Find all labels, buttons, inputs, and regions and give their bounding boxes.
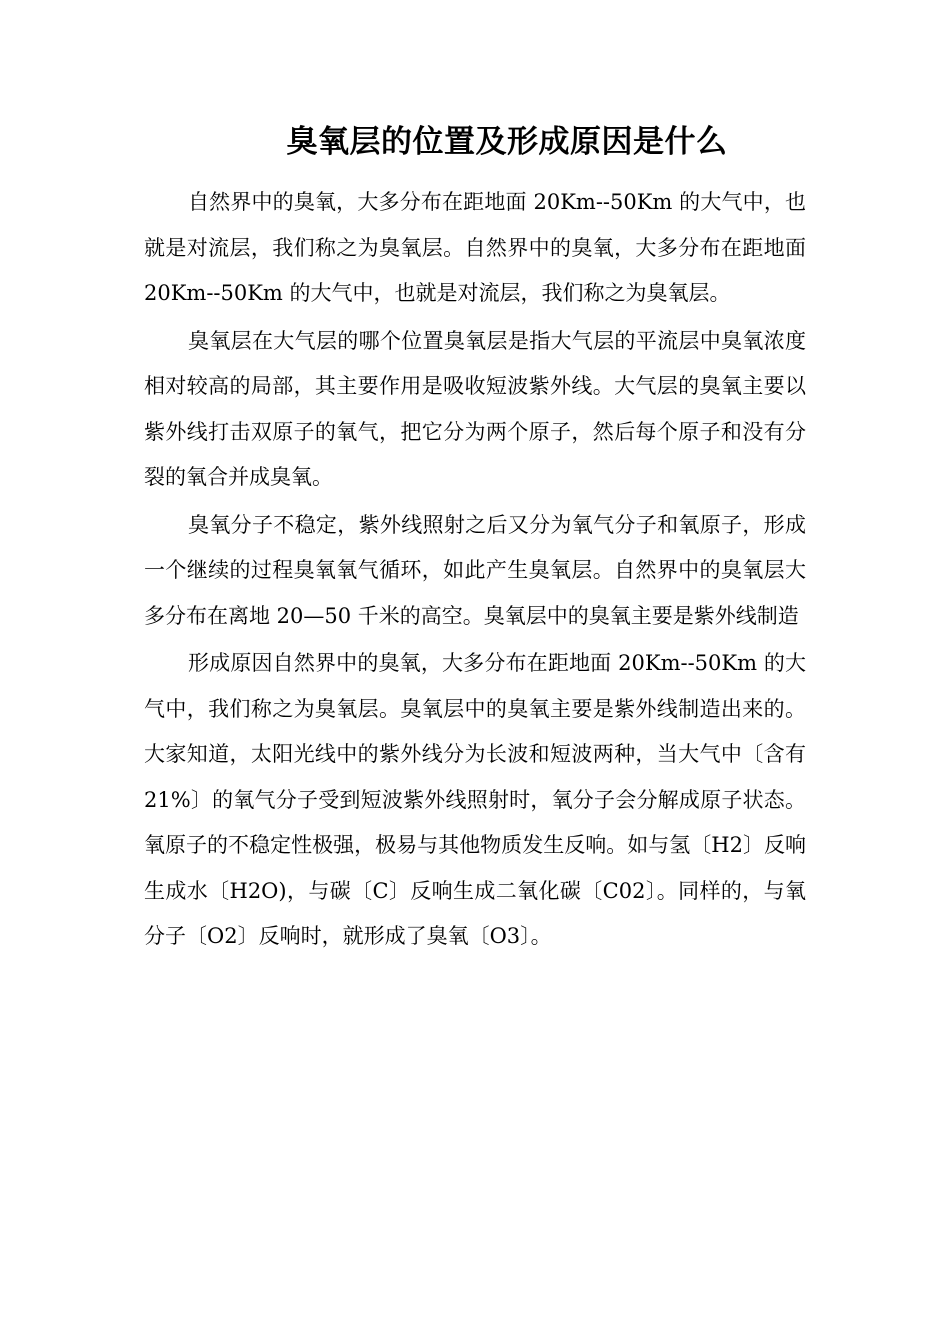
paragraph-3: 臭氧分子不稳定，紫外线照射之后又分为氧气分子和氧原子，形成一个继续的过程臭氧氧气循环，如此产生臭氧层。自然界中的臭氧层大多分布在离地 20—50 千米的高空。臭氧层中的臭氧主要是紫外线制造 bbox=[144, 512, 806, 628]
paragraph-1: 自然界中的臭氧，大多分布在距地面 20Km--50Km 的大气中，也就是对流层，我们称之为臭氧层。自然界中的臭氧，大多分布在距地面 20Km--50Km 的大气中，也就是对流层，我们称之为臭氧层。 bbox=[144, 190, 806, 305]
paragraph-2: 臭氧层在大气层的哪个位置臭氧层是指大气层的平流层中臭氧浓度相对较高的局部，其主要作用是吸收短波紫外线。大气层的臭氧主要以紫外线打击双原子的氧气，把它分为两个原子，然后每个原子和没有分裂的氧合并成臭氧。 bbox=[144, 328, 806, 489]
paragraph-4: 形成原因自然界中的臭氧，大多分布在距地面 20Km--50Km 的大气中，我们称之为臭氧层。臭氧层中的臭氧主要是紫外线制造出来的。大家知道，太阳光线中的紫外线分为长波和短波两种，当大气中〔含有 21%〕的氧气分子受到短波紫外线照射时，氧分子会分解成原子状态。氧原子的不稳定性极强，极易与其他物质发生反响。如与氢〔H2〕反响生成水〔H2O)，与碳〔C〕反响生成二氧化碳〔C02〕。同样的，与氧分子〔O2〕反响时，就形成了臭氧〔O3〕。 bbox=[144, 651, 806, 948]
document-title: 臭氧层的位置及形成原因是什么 bbox=[286, 124, 728, 160]
document-body bbox=[144, 180, 806, 962]
